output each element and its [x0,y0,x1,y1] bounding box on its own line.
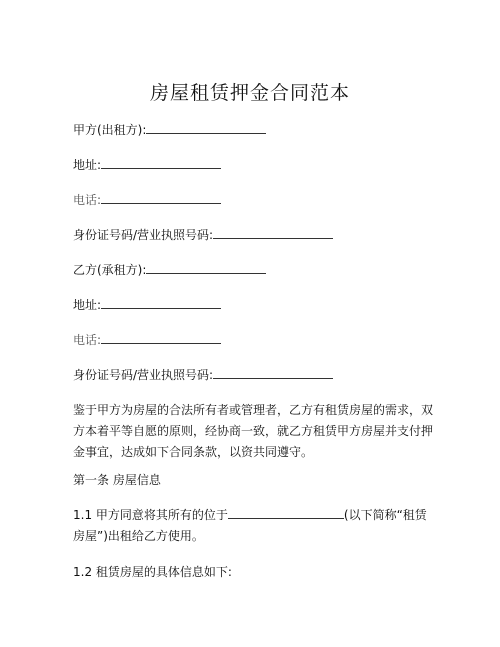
party-a-label: 甲方(出租方): [73,123,147,137]
party-a-id-label: 身份证号码/营业执照号码: [73,228,214,242]
party-b-id-line [73,366,333,384]
preamble-paragraph: 鉴于甲方为房屋的合法所有者或管理者，乙方有租赁房屋的需求，双方本着平等自愿的原则，经协商一致，就乙方租赁甲方房屋并支付押金事宜，达成如下合同条款，以资共同遵守。 [73,403,434,459]
party-a-address-label: 地址: [73,158,102,172]
clause-1-1-address-blank [228,507,344,519]
party-b-address-label: 地址: [73,298,102,312]
party-b-phone-line [73,331,221,349]
party-b-id-blank [213,367,333,379]
party-b-phone-label: 电话: [73,333,102,347]
party-b-phone-blank [101,332,221,344]
party-a-address-line [73,156,221,174]
party-a-id-line [73,226,333,244]
party-a-phone-label: 电话: [73,193,102,207]
party-b-blank [146,262,266,274]
party-b-label: 乙方(承租方): [73,263,147,277]
party-a-address-blank [101,157,221,169]
party-a-line [73,121,266,139]
party-b-address-blank [101,297,221,309]
clause-1-1-prefix: 1.1 甲方同意将其所有的位于 [73,508,228,522]
party-a-blank [146,122,266,134]
party-a-phone-line [73,191,221,209]
clause-1-2: 1.2 租赁房屋的具体信息如下: [73,565,232,579]
party-a-id-blank [213,227,333,239]
clause-1-1 [73,505,433,547]
document-title: 房屋租赁押金合同范本 [149,82,350,104]
party-a-phone-blank [101,192,221,204]
party-b-address-line [73,296,221,314]
article-1-heading: 第一条 房屋信息 [73,473,161,487]
party-b-id-label: 身份证号码/营业执照号码: [73,368,214,382]
party-b-line [73,261,266,279]
clause-1-1-suffix: (以下简称“租赁房屋”)出租给乙方使用。 [73,508,427,543]
